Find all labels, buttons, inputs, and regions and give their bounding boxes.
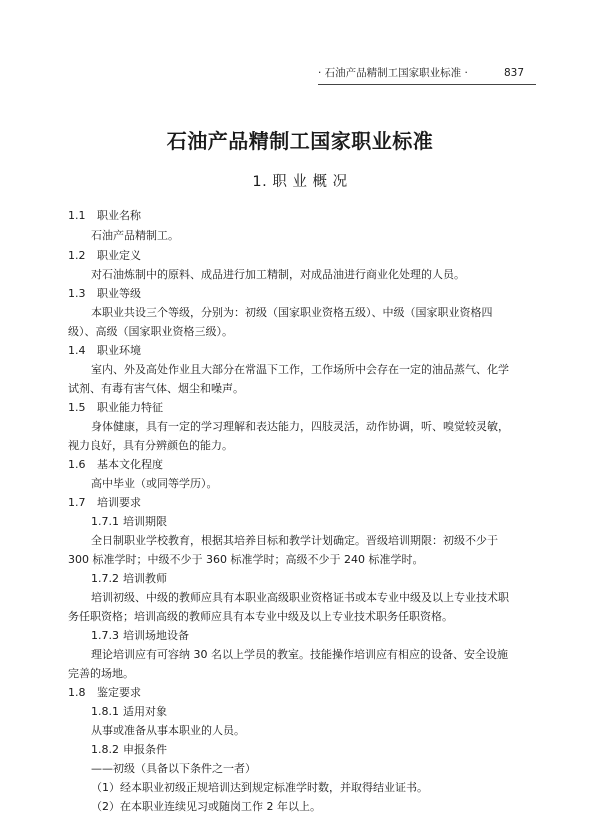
body-text: 石油产品精制工。 xyxy=(91,229,179,242)
clause-number: 1.4 xyxy=(68,344,86,357)
clause-title: 职业能力特征 xyxy=(97,401,163,414)
clause-title: 职业名称 xyxy=(97,209,141,222)
subclause-number: 1.7.3 xyxy=(91,629,119,642)
body-text: 全日制职业学校教育，根据其培养目标和教学计划确定。晋级培训期限：初级不少于 xyxy=(91,534,498,547)
body-text: 培训初级、中级的教师应具有本职业高级职业资格证书或本专业中级及以上专业技术职 xyxy=(91,591,509,604)
body-text: 室内、外及高处作业且大部分在常温下工作，工作场所中会存在一定的油品蒸气、化学 xyxy=(91,363,509,376)
clause-heading xyxy=(68,284,141,304)
body-text: 身体健康，具有一定的学习理解和表达能力，四肢灵活，动作协调，听、嗅觉较灵敏， xyxy=(91,420,509,433)
clause-number: 1.1 xyxy=(68,209,86,222)
clause-heading xyxy=(68,206,141,226)
subclause-number: 1.7.2 xyxy=(91,572,119,585)
clause-heading xyxy=(68,455,163,475)
body-text: 视力良好，具有分辨颜色的能力。 xyxy=(68,439,233,452)
body-text: 300 标准学时；中级不少于 360 标准学时；高级不少于 240 标准学时。 xyxy=(68,553,424,566)
body-text: 务任职资格；培训高级的教师应具有本专业中级及以上专业技术职务任职资格。 xyxy=(68,610,453,623)
subclause-heading xyxy=(91,569,167,589)
section-number: 1. xyxy=(252,174,268,190)
clause-title: 职业环境 xyxy=(97,344,141,357)
subclause-number: 1.8.2 xyxy=(91,743,119,756)
clause-number: 1.2 xyxy=(68,249,86,262)
subclause-heading xyxy=(91,626,189,646)
subclause-number: 1.7.1 xyxy=(91,515,119,528)
body-text: 理论培训应有可容纳 30 名以上学员的教室。技能操作培训应有相应的设备、安全设施 xyxy=(91,648,508,661)
clause-heading xyxy=(68,493,141,513)
clause-title: 鉴定要求 xyxy=(97,686,141,699)
document-title: 石油产品精制工国家职业标准 xyxy=(166,129,434,153)
subclause-heading xyxy=(91,512,167,532)
body-text: 从事或准备从事本职业的人员。 xyxy=(91,724,245,737)
clause-number: 1.8 xyxy=(68,686,86,699)
body-text: 完善的场地。 xyxy=(68,667,134,680)
running-title: · 石油产品精制工国家职业标准 · xyxy=(318,67,468,79)
clause-heading xyxy=(68,398,163,418)
subclause-title: 培训教师 xyxy=(123,572,167,585)
body-text: ——初级（具备以下条件之一者） xyxy=(91,762,256,775)
section-title: 职 业 概 况 xyxy=(272,174,348,190)
clause-number: 1.3 xyxy=(68,287,86,300)
clause-number: 1.7 xyxy=(68,496,86,509)
section-heading xyxy=(0,172,600,192)
running-header xyxy=(318,66,530,80)
clause-number: 1.5 xyxy=(68,401,86,414)
clause-heading xyxy=(68,246,141,266)
subclause-title: 培训场地设备 xyxy=(123,629,189,642)
list-item: （2）在本职业连续见习或随岗工作 2 年以上。 xyxy=(91,800,321,813)
subclause-title: 申报条件 xyxy=(123,743,167,756)
page-number: 837 xyxy=(503,67,524,79)
subclause-title: 培训期限 xyxy=(123,515,167,528)
body-text: 高中毕业（或同等学历）。 xyxy=(91,477,218,490)
clause-heading xyxy=(68,341,141,361)
subclause-heading xyxy=(91,702,167,722)
clause-number: 1.6 xyxy=(68,458,86,471)
clause-title: 基本文化程度 xyxy=(97,458,163,471)
header-rule xyxy=(318,84,536,85)
clause-title: 职业定义 xyxy=(97,249,141,262)
clause-title: 职业等级 xyxy=(97,287,141,300)
list-item: （1）经本职业初级正规培训达到规定标准学时数，并取得结业证书。 xyxy=(91,781,428,794)
subclause-heading xyxy=(91,740,167,760)
subclause-title: 适用对象 xyxy=(123,705,167,718)
clause-heading xyxy=(68,683,141,703)
subclause-number: 1.8.1 xyxy=(91,705,119,718)
body-text: 本职业共设三个等级，分别为：初级（国家职业资格五级）、中级（国家职业资格四 xyxy=(91,306,493,319)
body-text: 试剂、有毒有害气体、烟尘和噪声。 xyxy=(68,382,244,395)
body-text: 级）、高级（国家职业资格三级）。 xyxy=(68,325,233,338)
clause-title: 培训要求 xyxy=(97,496,141,509)
body-text: 对石油炼制中的原料、成品进行加工精制，对成品油进行商业化处理的人员。 xyxy=(91,268,465,281)
